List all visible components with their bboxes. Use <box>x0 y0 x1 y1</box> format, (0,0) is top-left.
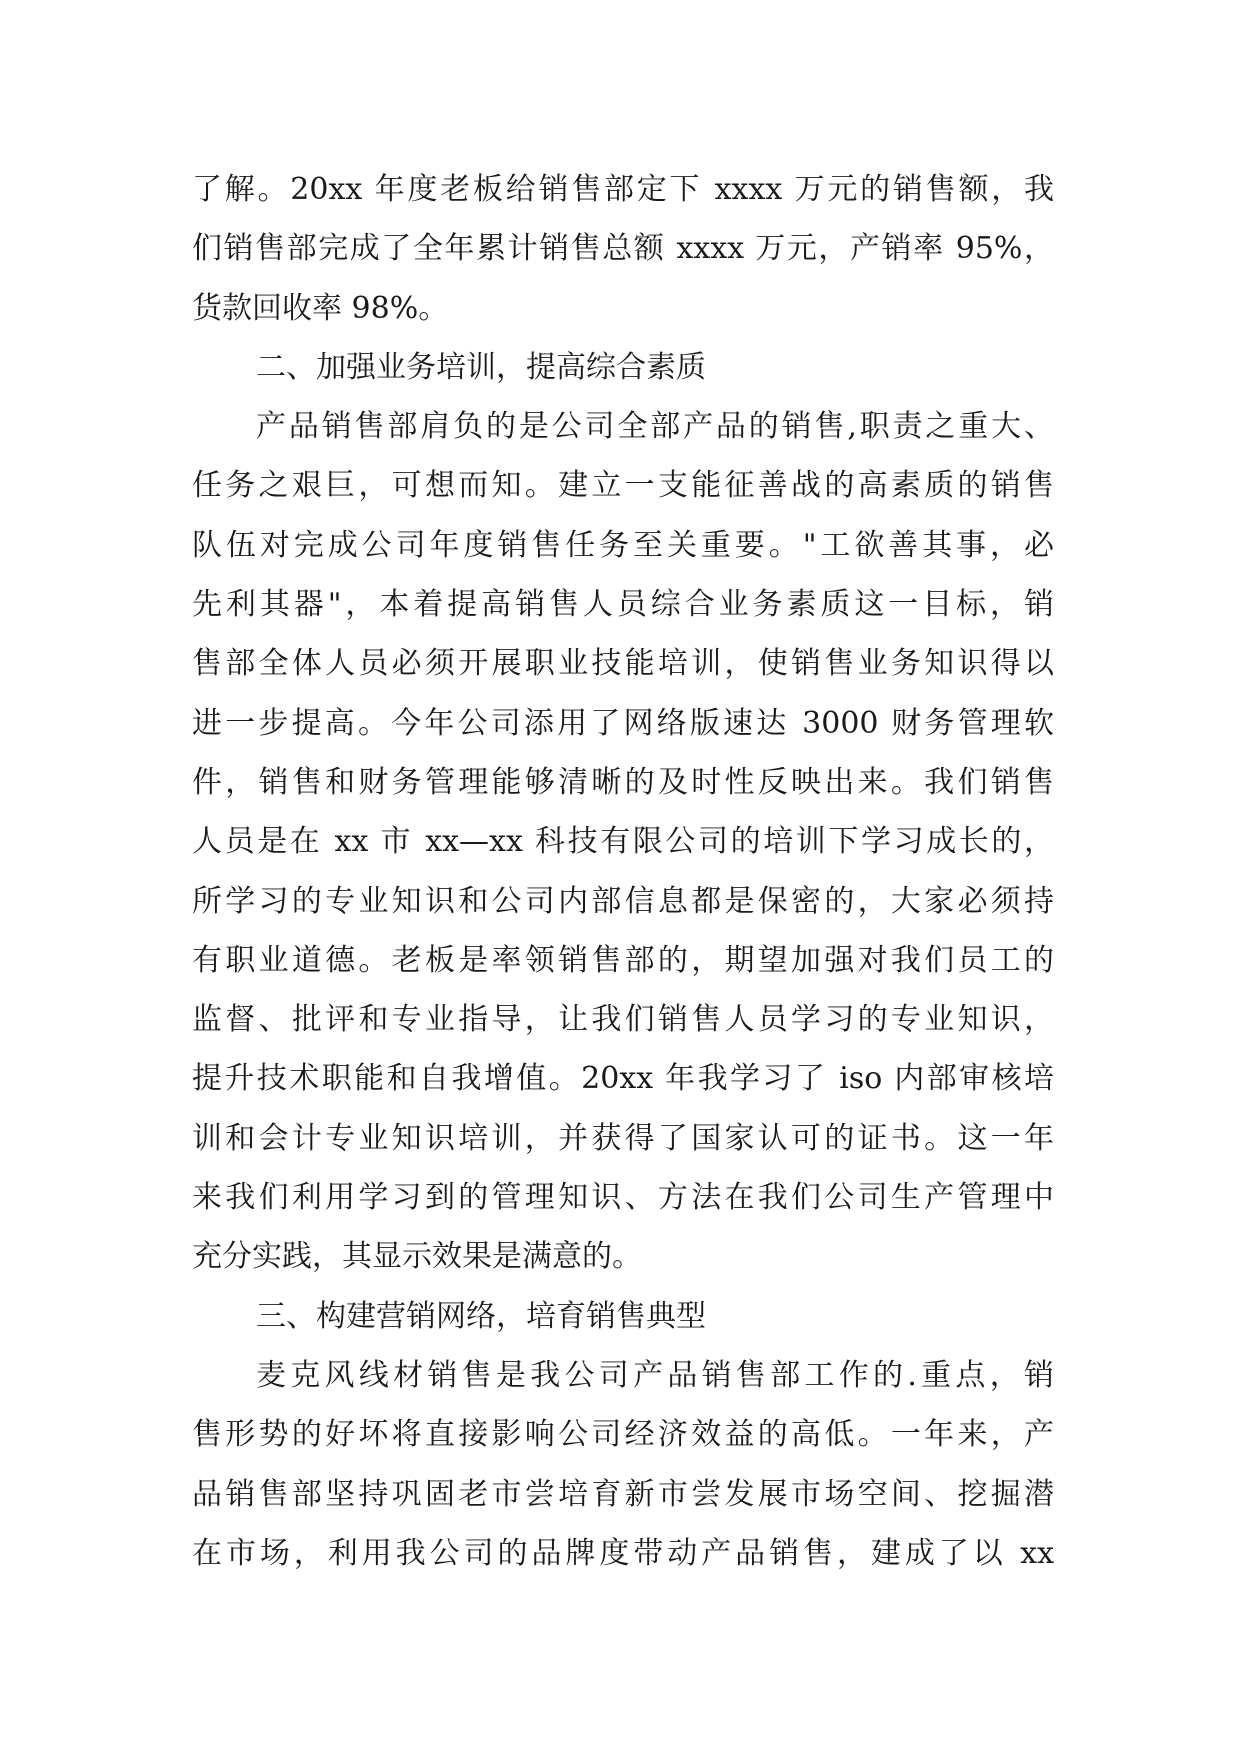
section-heading: 二、加强业务培训，提高综合素质 <box>256 349 706 385</box>
text-line: 所学习的专业知识和公司内部信息都是保密的，大家必须持 <box>192 883 1054 919</box>
document-body <box>192 160 1054 1583</box>
text-line: 先利其器"，本着提高销售人员综合业务素质这一目标，销 <box>192 587 1054 623</box>
text-line: 货款回收率 98%。 <box>192 290 449 326</box>
text-line: 来我们利用学习到的管理知识、方法在我们公司生产管理中 <box>192 1180 1054 1216</box>
text-line: 有职业道德。老板是率领销售部的，期望加强对我们员工的 <box>192 942 1054 978</box>
text-line: 售部全体人员必须开展职业技能培训，使销售业务知识得以 <box>192 646 1054 682</box>
text-line: 麦克风线材销售是我公司产品销售部工作的.重点，销 <box>256 1357 1054 1393</box>
text-line: 任务之艰巨，可想而知。建立一支能征善战的高素质的销售 <box>192 468 1054 504</box>
text-line: 监督、批评和专业指导，让我们销售人员学习的专业知识， <box>192 1002 1054 1038</box>
text-line: 进一步提高。今年公司添用了网络版速达 3000 财务管理软 <box>192 705 1054 741</box>
text-line: 提升技术职能和自我增值。20xx 年我学习了 iso 内部审核培 <box>192 1061 1054 1097</box>
text-line: 在市场，利用我公司的品牌度带动产品销售，建成了以 xx <box>192 1535 1054 1571</box>
text-line: 件，销售和财务管理能够清晰的及时性反映出来。我们销售 <box>192 764 1054 800</box>
text-line: 训和会计专业知识培训，并获得了国家认可的证书。这一年 <box>192 1120 1054 1156</box>
text-line: 们销售部完成了全年累计销售总额 xxxx 万元，产销率 95%， <box>192 231 1054 267</box>
text-line: 产品销售部肩负的是公司全部产品的销售,职责之重大、 <box>256 409 1054 445</box>
text-line: 品销售部坚持巩固老市尝培育新市尝发展市场空间、挖掘潜 <box>192 1476 1054 1512</box>
text-line: 队伍对完成公司年度销售任务至关重要。"工欲善其事，必 <box>192 527 1054 563</box>
text-line: 充分实践，其显示效果是满意的。 <box>192 1239 642 1275</box>
text-line: 人员是在 xx 市 xx—xx 科技有限公司的培训下学习成长的， <box>192 824 1054 860</box>
text-line: 了解。20xx 年度老板给销售部定下 xxxx 万元的销售额，我 <box>192 172 1054 207</box>
section-heading: 三、构建营销网络，培育销售典型 <box>256 1298 706 1334</box>
text-line: 售形势的好坏将直接影响公司经济效益的高低。一年来，产 <box>192 1417 1054 1453</box>
